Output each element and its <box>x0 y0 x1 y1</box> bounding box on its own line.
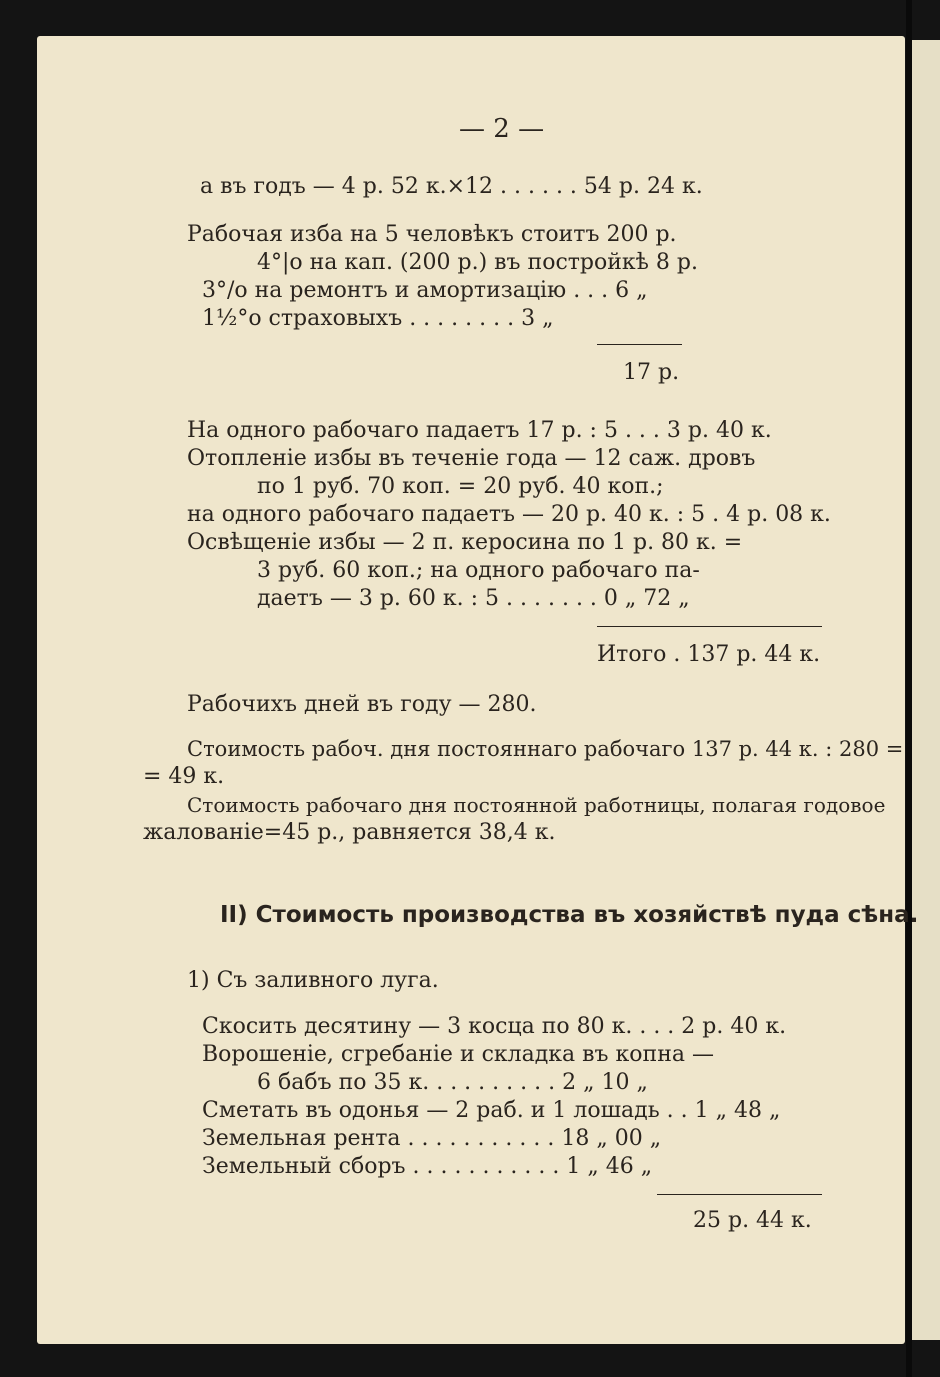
line-light-3: даетъ — 3 р. 60 к. : 5 . . . . . . . 0 „ 72 „ <box>257 586 690 611</box>
line-daycost-2: = 49 к. <box>143 764 225 789</box>
line-rent: Земельная рента . . . . . . . . . . . 18 „ 00 „ <box>202 1126 662 1151</box>
page-number: — 2 — <box>459 114 545 144</box>
book-page <box>37 36 919 1344</box>
next-page-edge <box>912 40 940 1340</box>
line-workdays: Рабочихъ дней въ году — 280. <box>187 692 537 717</box>
line-turn-1: Ворошеніе, сгребаніе и складка въ копна — <box>202 1042 714 1067</box>
line-hut-total: 17 р. <box>623 360 680 385</box>
line-daycost-f1: Стоимость рабочаго дня постоянной работницы, полагая годовое <box>187 793 886 817</box>
line-daycost-1: Стоимость рабоч. дня постояннаго рабочаго 137 р. 44 к. : 280 = <box>187 737 904 761</box>
line-per-worker: На одного рабочаго падаетъ 17 р. : 5 . . . 3 р. 40 к. <box>187 418 772 443</box>
line-year: а въ годъ — 4 р. 52 к.×12 . . . . . . 54 р. 24 к. <box>200 174 703 199</box>
sum-rule-3 <box>657 1194 822 1195</box>
sum-rule-1 <box>597 344 682 345</box>
line-pct-insurance: 1½°o страховыхъ . . . . . . . . 3 „ <box>202 306 554 331</box>
line-hut-cost: Рабочая изба на 5 человѣкъ стоитъ 200 р. <box>187 222 677 247</box>
line-mow: Скосить десятину — 3 косца по 80 к. . . . 2 р. 40 к. <box>202 1014 787 1039</box>
line-pct-repair: 3°/o на ремонтъ и амортизацію . . . 6 „ <box>202 278 648 303</box>
line-light-2: 3 руб. 60 коп.; на одного рабочаго па- <box>257 558 700 583</box>
line-turn-2: 6 бабъ по 35 к. . . . . . . . . . 2 „ 10 „ <box>257 1070 648 1095</box>
subsection-title: 1) Съ заливного луга. <box>187 968 439 993</box>
line-light-1: Освѣщеніе избы — 2 п. керосина по 1 р. 80 к. = <box>187 530 743 555</box>
section-title: II) Стоимость производства въ хозяйствѣ пуда сѣна. <box>220 902 919 928</box>
sum-rule-2 <box>597 626 822 627</box>
line-stack: Сметать въ одонья — 2 раб. и 1 лошадь . . 1 „ 48 „ <box>202 1098 781 1123</box>
line-heating-3: на одного рабочаго падаетъ — 20 р. 40 к. : 5 . 4 р. 08 к. <box>187 502 831 527</box>
line-levy: Земельный сборъ . . . . . . . . . . . 1 „ 46 „ <box>202 1154 653 1179</box>
line-daycost-f2: жалованіе=45 р., равняется 38,4 к. <box>143 820 556 845</box>
line-heating-2: по 1 руб. 70 коп. = 20 руб. 40 коп.; <box>257 474 664 499</box>
line-itogo: Итого . 137 р. 44 к. <box>597 642 821 667</box>
line-total-hay: 25 р. 44 к. <box>693 1208 812 1233</box>
line-heating-1: Отопленіе избы въ теченіе года — 12 саж. дровъ <box>187 446 756 471</box>
line-pct-capital: 4°|o на кап. (200 р.) въ постройкѣ 8 р. <box>257 250 698 275</box>
